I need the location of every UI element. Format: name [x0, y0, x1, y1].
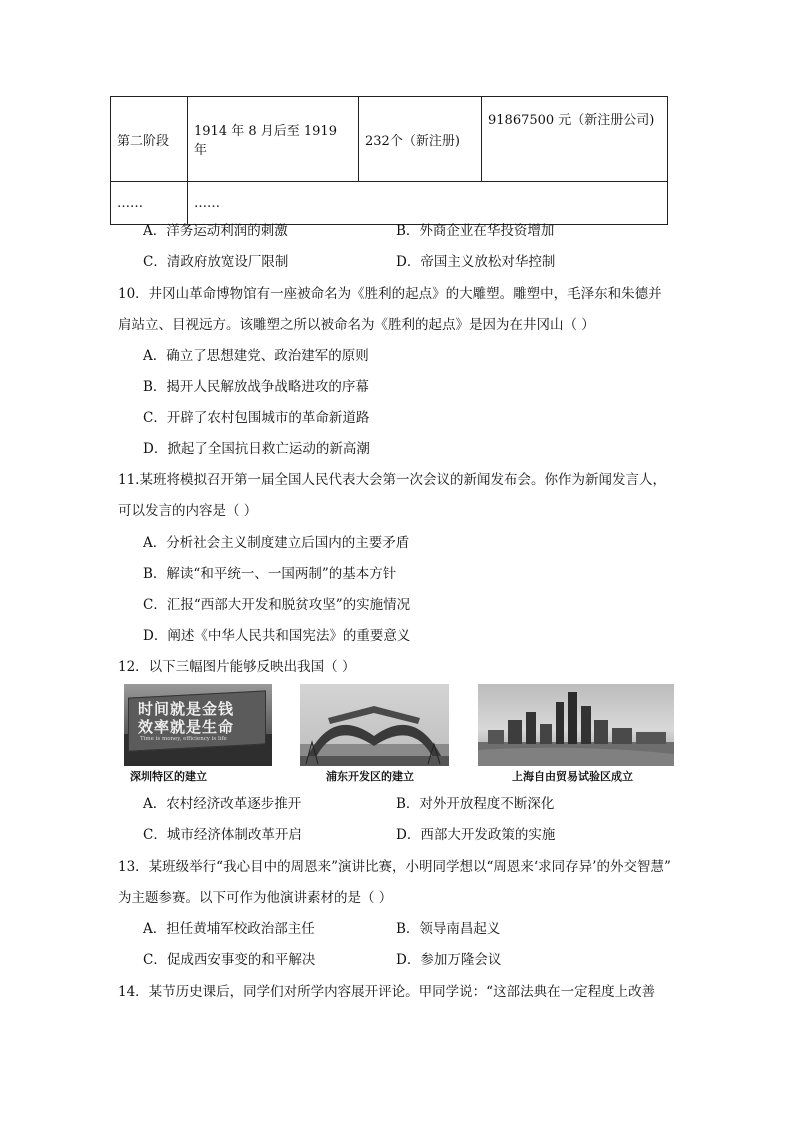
pudong-photo	[300, 684, 449, 766]
q10-option-d: D．掀起了全国抗日救亡运动的新高潮	[143, 441, 370, 457]
q14-stem-line1: 14．某节历史课后，同学们对所学内容展开评论。甲同学说：“这部法典在一定程度上改善	[118, 984, 656, 1000]
q11-option-a: A．分析社会主义制度建立后国内的主要矛盾	[143, 535, 410, 551]
q11-stem-line2: 可以发言的内容是（ ）	[118, 503, 258, 519]
table-cell: 91867500 元（新注册公司)	[482, 97, 668, 182]
q12-option-c: C．城市经济体制改革开启	[143, 827, 302, 843]
q9-option-a: A．洋务运动利润的刺激	[143, 223, 288, 239]
table-cell: 1914 年 8 月后至 1919 年	[188, 97, 359, 182]
q11-stem-line1: 11.某班将模拟召开第一届全国人民代表大会第一次会议的新闻发布会。你作为新闻发言人，	[118, 472, 666, 488]
caption-pudong: 浦东开发区的建立	[326, 770, 414, 783]
q9-option-d: D．帝国主义放松对华控制	[396, 254, 556, 270]
q13-option-b: B．领导南昌起义	[396, 921, 501, 937]
sign-text-line2: 效率就是生命	[138, 718, 235, 736]
caption-shanghai-ftz: 上海自由贸易试验区成立	[512, 770, 633, 783]
q9-option-b: B．外商企业在华投资增加	[396, 223, 555, 239]
table-cell: ……	[111, 182, 188, 225]
q10-option-a: A．确立了思想建党、政治建军的原则	[143, 348, 369, 364]
table-row	[111, 97, 668, 182]
table-cell: 第二阶段	[111, 97, 188, 182]
q11-option-b: B．解读“和平统一、一国两制”的基本方针	[143, 566, 397, 582]
q13-option-a: A．担任黄埔军校政治部主任	[143, 921, 315, 937]
caption-shenzhen: 深圳特区的建立	[130, 770, 207, 783]
q9-option-c: C．清政府放宽设厂限制	[143, 254, 289, 270]
skyline-drawing	[478, 684, 674, 766]
q12-option-d: D．西部大开发政策的实施	[396, 827, 556, 843]
q10-option-c: C．开辟了农村包围城市的革命新道路	[143, 410, 370, 426]
q13-option-c: C．促成西安事变的和平解决	[143, 952, 316, 968]
q13-option-d: D．参加万隆会议	[396, 952, 502, 968]
q12-stem: 12．以下三幅图片能够反映出我国（ ）	[118, 659, 356, 675]
q13-stem-line1: 13．某班级举行“我心目中的周恩来”演讲比赛，小明同学想以“周恩来‘求同存异’的外交智慧”	[118, 859, 671, 875]
q10-option-b: B．揭开人民解放战争战略进攻的序幕	[143, 379, 369, 395]
pudong-gate-drawing	[300, 684, 449, 766]
q12-option-a: A．农村经济改革逐步推开	[143, 796, 302, 812]
shanghai-skyline-photo	[478, 684, 674, 766]
q10-stem-line1: 10．井冈山革命博物馆有一座被命名为《胜利的起点》的大雕塑。雕塑中，毛泽东和朱德并	[118, 286, 662, 302]
shenzhen-photo	[124, 684, 272, 766]
sign-text-english: Time is money, efficiency is life	[140, 736, 227, 742]
table-cell: ……	[188, 182, 668, 225]
sign-text-line1: 时间就是金钱	[138, 700, 235, 718]
q12-option-b: B．对外开放程度不断深化	[396, 796, 555, 812]
table-cell: 232个（新注册)	[359, 97, 482, 182]
q13-stem-line2: 为主题参赛。以下可作为他演讲素材的是（ ）	[118, 890, 393, 906]
data-table	[110, 96, 668, 225]
q10-stem-line2: 肩站立、目视远方。该雕塑之所以被命名为《胜利的起点》是因为在井冈山（ ）	[118, 317, 595, 333]
q11-option-d: D．阐述《中华人民共和国宪法》的重要意义	[143, 628, 411, 644]
q11-option-c: C．汇报“西部大开发和脱贫攻坚”的实施情况	[143, 597, 411, 613]
